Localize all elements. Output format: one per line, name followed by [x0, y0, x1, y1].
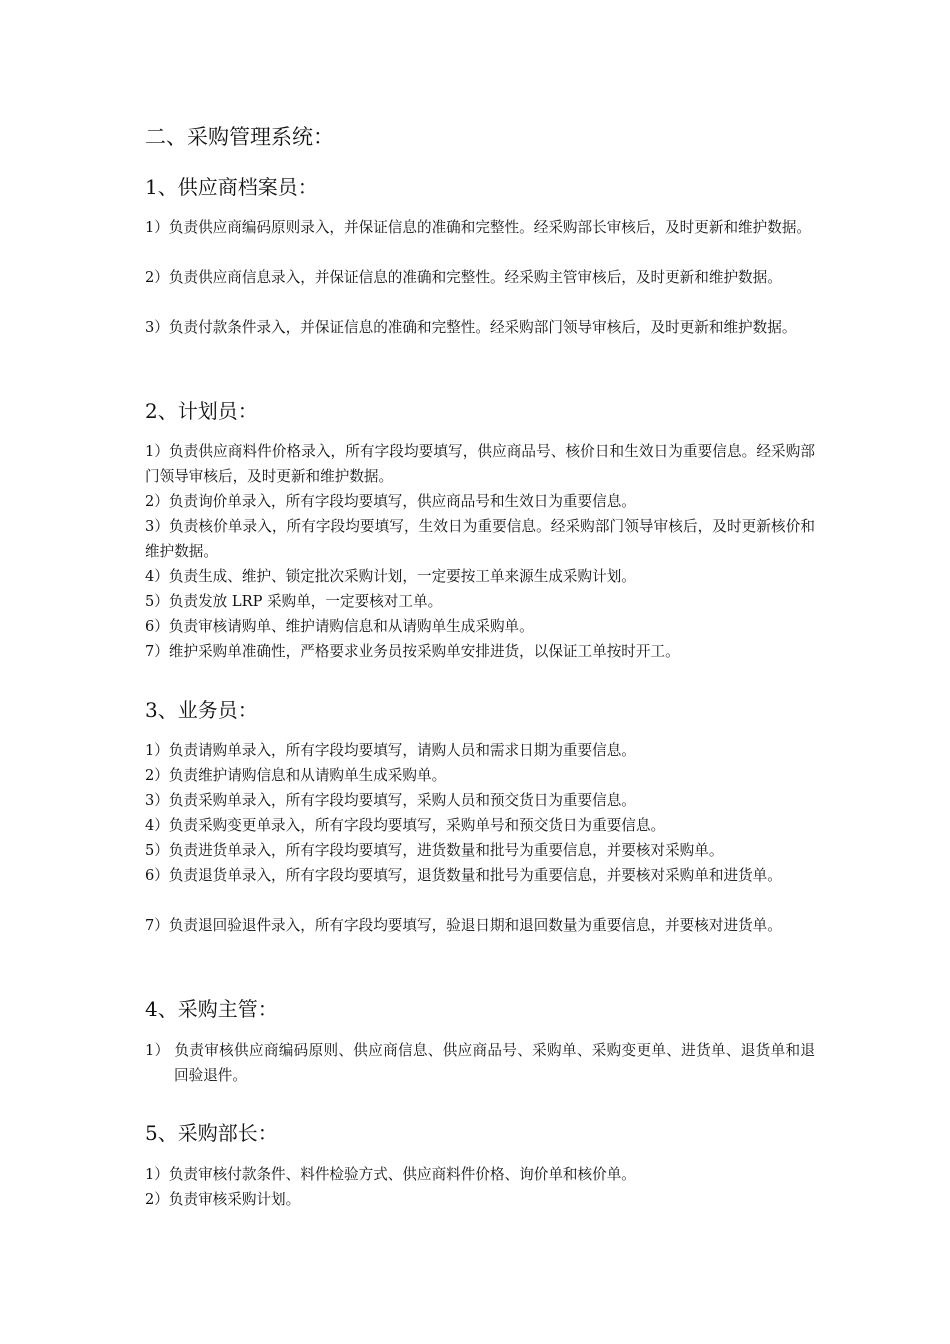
list-item: 7）维护采购单准确性，严格要求业务员按采购单安排进货，以保证工单按时开工。: [145, 643, 680, 660]
list-item: 2）负责询价单录入，所有字段均要填写，供应商品号和生效日为重要信息。: [145, 493, 636, 510]
list-item: 7）负责退回验退件录入，所有字段均要填写，验退日期和退回数量为重要信息，并要核对进货单。: [145, 917, 782, 934]
list-item: 4）负责生成、维护、锁定批次采购计划，一定要按工单来源生成采购计划。: [145, 568, 636, 585]
section-heading-supplier-clerk: 1、供应商档案员：: [145, 175, 318, 199]
list-item: 1）负责供应商料件价格录入，所有字段均要填写，供应商品号、核价日和生效日为重要信息。经采购部门领导审核后，及时更新和维护数据。: [145, 443, 815, 485]
list-item: 2）负责供应商信息录入，并保证信息的准确和完整性。经采购主管审核后，及时更新和维护数据。: [145, 269, 782, 286]
list-item: 3）负责核价单录入，所有字段均要填写，生效日为重要信息。经采购部门领导审核后，及时更新核价和维护数据。: [145, 518, 815, 560]
list-item: 1） 负责审核供应商编码原则、供应商信息、供应商品号、采购单、采购变更单、进货单、退货单和退回验退件。: [145, 1042, 815, 1084]
list-item: 1）负责请购单录入，所有字段均要填写，请购人员和需求日期为重要信息。: [145, 742, 636, 759]
list-item: 1）负责供应商编码原则录入，并保证信息的准确和完整性。经采购部长审核后，及时更新和维护数据。: [145, 219, 812, 236]
list-item: 6）负责审核请购单、维护请购信息和从请购单生成采购单。: [145, 618, 534, 635]
section-heading-planner: 2、计划员：: [145, 399, 258, 423]
section-heading-purchasing-director: 5、采购部长：: [145, 1121, 278, 1145]
list-item: 3）负责付款条件录入，并保证信息的准确和完整性。经采购部门领导审核后，及时更新和维护数据。: [145, 319, 797, 336]
list-item: 2）负责审核采购计划。: [145, 1191, 301, 1208]
list-item: 5）负责进货单录入，所有字段均要填写，进货数量和批号为重要信息，并要核对采购单。: [145, 842, 724, 859]
list-item: 1）负责审核付款条件、料件检验方式、供应商料件价格、询价单和核价单。: [145, 1166, 636, 1183]
section-heading-purchasing-supervisor: 4、采购主管：: [145, 997, 278, 1021]
list-item: 4）负责采购变更单录入，所有字段均要填写，采购单号和预交货日为重要信息。: [145, 817, 666, 834]
list-item: 5）负责发放 LRP 采购单，一定要核对工单。: [145, 593, 443, 610]
section-heading-salesperson: 3、业务员：: [145, 698, 258, 722]
document-title: 二、采购管理系统：: [145, 125, 334, 149]
list-item: 6）负责退货单录入，所有字段均要填写，退货数量和批号为重要信息，并要核对采购单和进货单。: [145, 867, 782, 884]
list-item: 3）负责采购单录入，所有字段均要填写，采购人员和预交货日为重要信息。: [145, 792, 636, 809]
list-item: 2）负责维护请购信息和从请购单生成采购单。: [145, 767, 447, 784]
